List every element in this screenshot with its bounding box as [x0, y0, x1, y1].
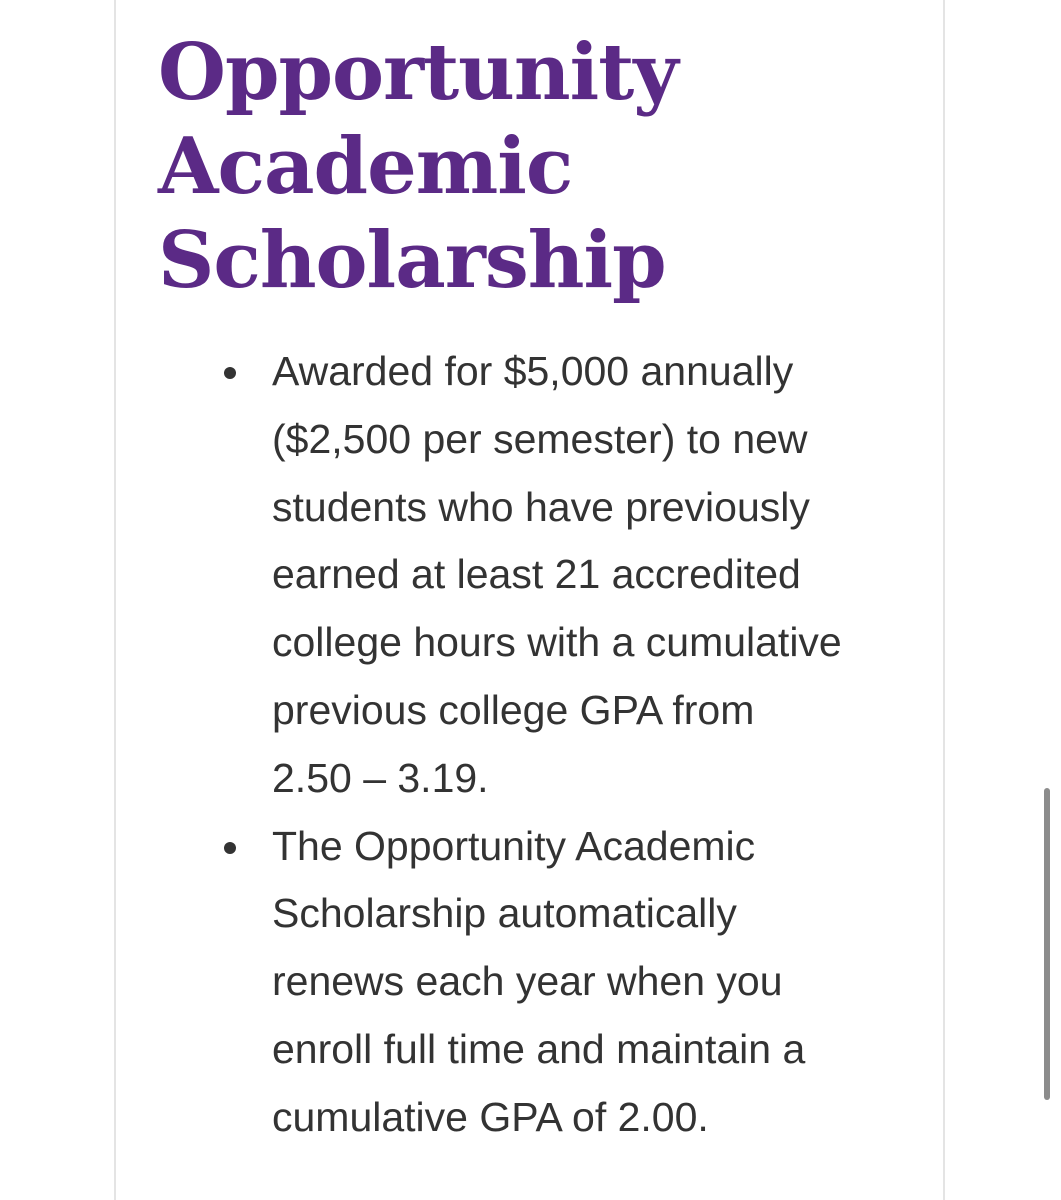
title-line: Scholarship: [158, 215, 666, 306]
title-line: Academic: [158, 121, 573, 212]
list-item-text: ($2,500 per semester) to new: [272, 415, 808, 462]
vertical-scrollbar[interactable]: [1044, 788, 1050, 1100]
list-item-text: Scholarship automatically: [272, 890, 737, 937]
list-item-text: students who have previously: [272, 483, 810, 530]
scholarship-details-list: [222, 338, 902, 1152]
bullet-icon: [224, 367, 236, 379]
list-item-award-amount: [222, 338, 902, 813]
list-item-text: The Opportunity Academic: [272, 822, 756, 869]
list-item-text: renews each year when you: [272, 958, 783, 1005]
list-item-text: enroll full time and maintain a: [272, 1025, 806, 1072]
list-item-renewal: [222, 813, 902, 1152]
list-item-text: previous college GPA from: [272, 686, 755, 733]
list-item-text: 2.50 – 3.19.: [272, 754, 489, 801]
list-item-text: earned at least 21 accredited: [272, 551, 801, 598]
bullet-icon: [224, 842, 236, 854]
page-title: [158, 26, 858, 308]
title-line: Opportunity: [158, 27, 678, 118]
list-item-text: cumulative GPA of 2.00.: [272, 1093, 709, 1140]
list-item-text: college hours with a cumulative: [272, 619, 842, 666]
list-item-text: Awarded for $5,000 annually: [272, 348, 794, 394]
